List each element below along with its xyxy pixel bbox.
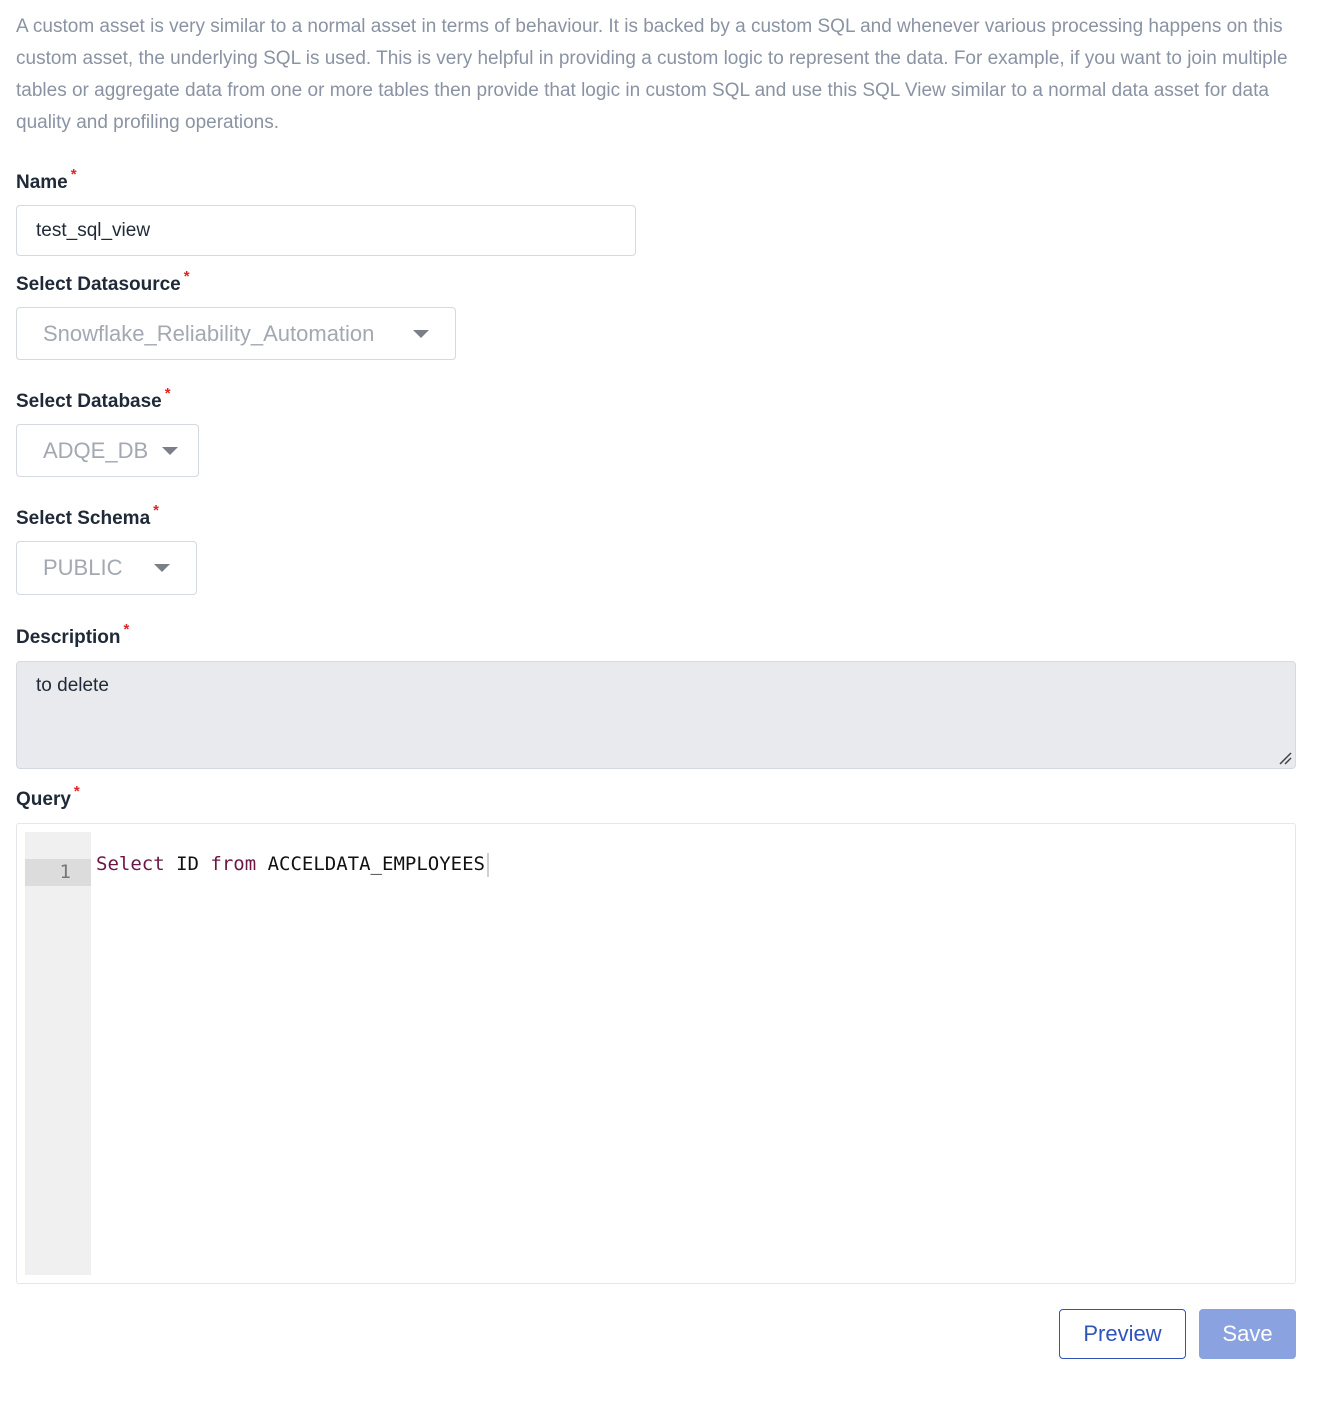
schema-label [16,502,159,530]
chevron-down-icon [154,564,170,572]
datasource-label-text: Select Datasource [16,274,181,295]
line-number: 1 [25,859,91,886]
save-button[interactable]: Save [1199,1309,1296,1359]
database-label [16,385,171,413]
query-editor[interactable] [16,823,1296,1284]
description-label [16,621,130,649]
datasource-label [16,268,190,296]
datasource-select-value: Snowflake_Reliability_Automation [43,320,375,346]
sql-keyword-select: Select [96,853,165,875]
name-label-text: Name [16,172,68,193]
name-input[interactable] [16,205,636,256]
database-select[interactable] [16,424,199,477]
required-marker: * [164,385,171,402]
text-cursor [487,853,489,877]
description-label-text: Description [16,627,121,648]
required-marker: * [153,502,159,519]
database-select-value: ADQE_DB [43,437,149,463]
sql-table: ACCELDATA_EMPLOYEES [256,853,485,875]
name-label [16,166,77,194]
description-textarea[interactable] [16,661,1296,769]
description-textarea-value: to delete [36,675,109,696]
code-line[interactable] [96,851,489,878]
required-marker: * [123,621,130,638]
sql-column: ID [164,853,211,875]
datasource-select[interactable] [16,307,456,360]
schema-label-text: Select Schema [16,508,151,529]
intro-description: A custom asset is very similar to a normal asset in terms of behaviour. It is backed by a custom SQL and whenever various processing happens on this custom asset, the underlying SQL is used. This is very helpful in providing a custom logic to represent the data. For example, if you want to join multiple tables or aggregate data from one or more tables then provide that logic in custom SQL and use this SQL View similar to a normal data asset for data quality and profiling operations. [16,16,1288,133]
required-marker: * [70,166,77,183]
sql-keyword-from: from [210,853,257,875]
chevron-down-icon [413,330,429,338]
chevron-down-icon [162,447,178,455]
resize-handle-icon[interactable] [1278,751,1292,765]
editor-gutter [25,832,91,1275]
database-label-text: Select Database [16,391,162,412]
preview-button[interactable]: Preview [1059,1309,1186,1359]
required-marker: * [183,268,190,285]
query-label-text: Query [16,789,71,810]
schema-select[interactable] [16,541,197,595]
required-marker: * [73,783,80,800]
schema-select-value: PUBLIC [43,555,123,580]
query-label [16,783,80,811]
